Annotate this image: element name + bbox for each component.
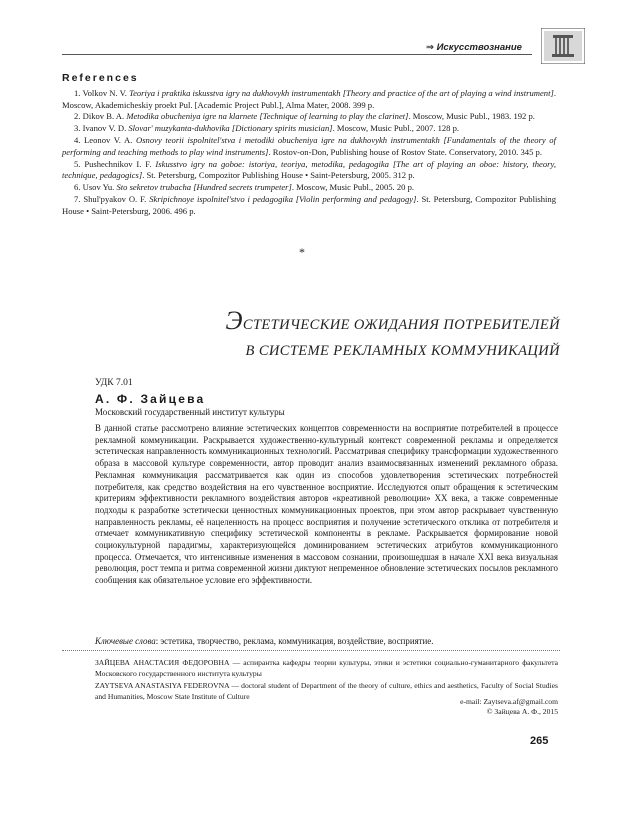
reference-author: Ivanov V. D. <box>82 123 127 134</box>
contact-block <box>380 697 558 717</box>
reference-number: 4. <box>74 134 81 145</box>
reference-title: Iskusstvo igry na goboe: istoriya, teoriya, metodika, pedagogika [The art of playing an oboe: history, theory, technique, pedagogics] <box>62 158 556 181</box>
copyright: © Зайцева А. Ф., 2015 <box>486 707 558 717</box>
reference-item <box>62 88 556 112</box>
title-initial: Э <box>225 306 243 335</box>
reference-number: 6. <box>74 182 81 193</box>
article-title <box>200 308 560 364</box>
reference-author: Usov Yu. <box>82 182 115 193</box>
reference-publisher: . St. Petersburg, Compozitor Publishing House • Saint-Petersburg, 2005. 312 p. <box>142 170 415 181</box>
bio-english: ZAYTSEVA ANASTASIYA FEDEROVNA — doctoral student of Department of the theory of culture, ethics and aesthetics, Faculty of Social Studies and Humanities, Moscow State Institute of Culture <box>95 681 558 701</box>
title-line1: СТЕТИЧЕСКИЕ ОЖИДАНИЯ ПОТРЕБИТЕЛЕЙ <box>242 317 560 333</box>
reference-number: 5. <box>74 158 81 169</box>
reference-item <box>62 159 556 183</box>
author-name: А. Ф. Зайцева <box>95 392 206 406</box>
reference-publisher: . Moscow, Music Publ., 2007. 128 p. <box>332 123 460 134</box>
reference-publisher: . Moscow, Akademicheskiy proekt Pul. [Academic Project Publ.], Alma Mater, 2008. 399 p. <box>62 87 556 110</box>
reference-item <box>62 123 556 135</box>
reference-title: Metodika obucheniya igre na klarnete [Technique of learning to play the clarinet] <box>126 111 409 122</box>
keywords-label: Ключевые слова <box>95 636 156 646</box>
reference-item <box>62 182 556 194</box>
udk-code: УДК 7.01 <box>95 378 133 388</box>
author-email[interactable]: e-mail: Zaytseva.af@gmail.com <box>460 697 558 706</box>
abstract: В данной статье рассмотрено влияние эстетических концептов современности на восприятие потребителей в процессе рекламной коммуникации. Раскрывается художественно-культурный контекст современной рекламы и определяется эстетическая направленность коммуникационных технологий. Рассматривая специфику трансформации художественного образа в массовой культуре современности, автор проводит анализ взаимосвязанных изменений рекламного образа. Рекламная коммуникация рассматривается как один из способов удовлетворения эстетических потребностей потребителя, как средство воздействия на его чувственное восприятие. Исследуются опыт обращения к эстетическим критериям эффективности рекламного воздействия авторов «креативной революции» XX века, а также современные подходы к разработке эстетически ценностных коммуникационных проектов, при этом автор раскрывает чувственную направленность рекламы, её нацеленность на процесс восприятия и получение эстетического отклика от потребителя и отмечает коммуникативную специфику эстетической компоненты в рекламе. Раскрывается формирование новой социокультурной парадигмы, характеризующейся доминированием эстетических атрибутов коммуникационного процесса. Отмечается, что интенсивные изменения в массовом сознании, произошедшая в начале XXI века визуальная революция, рост темпа и ритма современной жизни диктуют непременное обновление эстетических посылов рекламного сообщения как обязательное условие его эффективности. <box>95 423 558 586</box>
reference-author: Leonov V. A. <box>84 134 133 145</box>
reference-publisher: . St. Petersburg, Compozitor Publishing House • Saint-Petersburg, 2006. 496 p. <box>62 193 556 216</box>
reference-author: Pushechnikov I. F. <box>84 158 152 169</box>
column-logo-icon <box>541 28 585 64</box>
reference-author: Volkov N. V. <box>82 87 127 98</box>
reference-publisher: . Rostov-on-Don, Publishing house of Rostov State. Conservatory, 2010. 345 p. <box>268 146 542 157</box>
keywords <box>95 636 558 648</box>
reference-number: 7. <box>74 193 81 204</box>
references-section <box>62 73 556 218</box>
header-rule <box>62 54 532 55</box>
reference-author: Dikov B. A. <box>82 111 125 122</box>
reference-item <box>62 111 556 123</box>
section-separator: * <box>299 245 305 259</box>
page-header <box>0 0 617 62</box>
keywords-list: : эстетика, творчество, реклама, коммуникация, воздействие, восприятие. <box>155 636 434 646</box>
reference-publisher: . Moscow, Music Publ., 1983. 192 p. <box>408 111 535 122</box>
reference-item <box>62 135 556 159</box>
references-list <box>62 88 556 218</box>
author-affiliation: Московский государственный институт культуры <box>95 407 285 417</box>
reference-publisher: . Moscow, Music Publ., 2005. 20 p. <box>291 182 415 193</box>
bio-russian: ЗАЙЦЕВА АНАСТАСИЯ ФЕДОРОВНА — аспирантка кафедры теории культуры, этики и эстетики социально-гуманитарного факультета Московского государственного института культуры <box>95 658 558 678</box>
reference-title: Osnovy teorii ispolnitel'stva i metodiki obucheniya igre na dukhovykh instrumentakh [Fundamentals of the theory of performing and teaching methods to play wind instruments] <box>62 134 556 157</box>
reference-title: Slovar' muzykanta-dukhovika [Dictionary spirits musician] <box>128 123 333 134</box>
reference-author: Shul'pyakov O. F. <box>83 193 147 204</box>
page-number: 265 <box>530 735 549 747</box>
reference-number: 2. <box>74 111 81 122</box>
section-label: ⇒ Искусствознание <box>426 42 522 53</box>
reference-number: 3. <box>74 123 81 134</box>
reference-number: 1. <box>74 87 81 98</box>
reference-title: Teoriya i praktika iskusstva igry na dukhovykh instrumentakh [Theory and practice of the art of playing a wind instrument] <box>129 87 554 98</box>
reference-item <box>62 194 556 218</box>
reference-title: Sto sekretov trubacha [Hundred secrets trumpeter] <box>116 182 292 193</box>
title-line2: В СИСТЕМЕ РЕКЛАМНЫХ КОММУНИКАЦИЙ <box>245 343 560 359</box>
references-heading: References <box>62 72 139 84</box>
reference-title: Skripichnoye ispolnitel'stvo i pedagogika [Violin performing and pedagogy] <box>149 193 417 204</box>
dotted-divider <box>62 650 560 651</box>
